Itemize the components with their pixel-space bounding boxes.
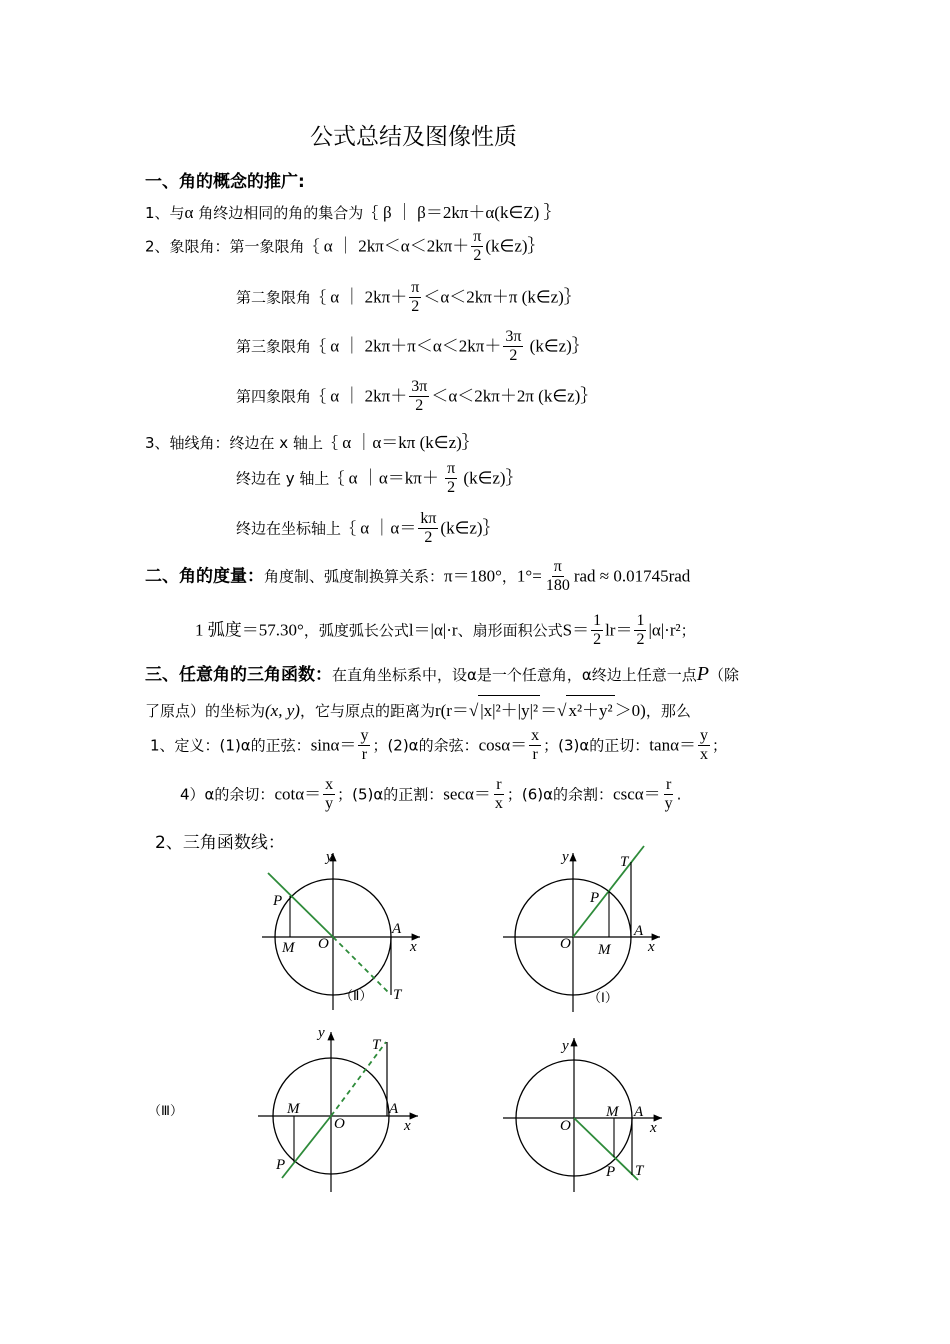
r-equals: ＝	[540, 701, 558, 720]
line-1-prefix: 1、与	[145, 204, 185, 222]
caption-ii: （Ⅱ）	[340, 988, 373, 1003]
r-radicand-1: |x|²＋|y|²	[478, 695, 540, 721]
label-p: P	[273, 893, 283, 909]
label-a: A	[392, 921, 402, 937]
diagram-quadrant-2	[262, 849, 420, 1010]
three-pi-over-2: $\frac{3\pi}{2}$	[505, 328, 522, 365]
label-p: P	[606, 1164, 616, 1180]
sin-formula: sinα＝	[310, 735, 357, 755]
one-degree: 1°=	[516, 566, 542, 586]
label-a: A	[389, 1101, 399, 1117]
section-2-heading: 二、角的度量：	[145, 566, 264, 587]
label-y: y	[318, 1025, 325, 1041]
label-o: O	[560, 1118, 571, 1134]
half: $\frac{1}{2}$	[593, 612, 602, 649]
sector-mid: lr＝	[605, 620, 633, 640]
label-p: P	[590, 890, 600, 906]
r-radicand-2: x²＋y²	[566, 695, 614, 721]
terminal-extension	[331, 1042, 386, 1116]
caption-iii: （Ⅲ）	[148, 1103, 183, 1118]
comma: ，	[501, 567, 517, 586]
intro-end-2: ，那么	[645, 702, 691, 720]
q2-right: ＜α＜2kπ＋π (k∈z)｝	[423, 287, 581, 307]
diagram-quadrant-1	[503, 846, 660, 1012]
label-a: A	[634, 923, 644, 939]
label-p: P	[276, 1157, 286, 1173]
diagram-quadrant-4	[503, 1038, 662, 1192]
semicolon: ；	[711, 736, 727, 755]
axis-xy-right: (k∈z)｝	[440, 518, 500, 538]
page-title: 公式总结及图像性质	[310, 124, 517, 150]
label-a: A	[634, 1104, 644, 1120]
approx-value: rad ≈ 0.01745rad	[573, 566, 691, 586]
label-m: M	[282, 940, 295, 956]
intro-text-2a: 了原点）的坐标为	[145, 702, 266, 720]
def-cot-label: 4）α的余切：	[180, 785, 275, 804]
one-radian: 1 弧度＝57.30°	[195, 620, 304, 640]
r-over-x: $\frac{r}{x}$	[494, 776, 503, 813]
label-o: O	[318, 936, 329, 952]
line-1-alpha: α	[184, 203, 194, 222]
tan-formula: tanα＝	[649, 735, 696, 755]
label-y: y	[562, 849, 569, 865]
terminal-extension	[333, 937, 390, 994]
def-cos-label: ；(2)α的余弦：	[372, 736, 479, 755]
diagram-quadrant-3	[258, 1025, 418, 1192]
axis-y-left: α ｜α＝kπ＋	[344, 468, 444, 488]
def-tan-label: ；(3)α的正切：	[543, 736, 650, 755]
section-3-heading: 三、任意角的三角函数：	[145, 665, 332, 685]
label-t: T	[635, 1163, 644, 1179]
sector-text: 、扇形面积公式	[457, 621, 563, 640]
line-1-text: 角终边相同的角的集合为｛	[193, 204, 384, 222]
def-sec-label: ；(5)α的正割：	[337, 785, 444, 804]
r-over-y: $\frac{r}{y}$	[664, 776, 673, 813]
pi-over-2: $\frac{\pi}{2}$	[473, 228, 482, 265]
pi-over-180: $\frac{\pi}{180}$	[545, 558, 570, 595]
line-1-math: β ｜ β＝2kπ＋α(k∈Z) ｝	[383, 203, 561, 222]
label-m: M	[606, 1104, 619, 1120]
intro-text-1: 在直角坐标系中，设α是一个任意角，α终边上任意一点	[332, 666, 697, 684]
axis-y-right: (k∈z)｝	[459, 468, 523, 488]
axis-intro: 3、轴线角：终边在 x 轴上｛	[145, 434, 338, 452]
label-y: y	[326, 849, 333, 865]
quadrant-intro: 2、象限角：第一象限角｛	[145, 237, 320, 256]
label-x: x	[650, 1120, 657, 1136]
label-m: M	[598, 942, 611, 958]
sector-s: S＝	[562, 620, 590, 640]
cos-formula: cosα＝	[478, 735, 528, 755]
label-t: T	[372, 1037, 381, 1053]
label-x: x	[648, 939, 655, 955]
q3-right: (k∈z)｝	[525, 336, 589, 356]
label-m: M	[287, 1101, 300, 1117]
section-1-heading: 一、角的概念的推广:	[145, 172, 305, 192]
axis-xy-left: α ｜α＝	[356, 518, 417, 538]
caption-i: （Ⅰ）	[588, 990, 618, 1005]
q4-right: ＜α＜2kπ＋2π (k∈z)｝	[431, 386, 598, 406]
q1-right: (k∈z)｝	[485, 236, 545, 256]
period: .	[676, 785, 682, 804]
label-o: O	[334, 1116, 345, 1132]
cot-formula: cotα＝	[274, 784, 322, 804]
sector-end: |α|·r²	[648, 620, 681, 640]
pi-over-2: $\frac{\pi}{2}$	[447, 460, 456, 497]
coordinates: (x, y)	[265, 701, 300, 720]
q2-label: 第二象限角｛	[236, 288, 327, 307]
x-over-y: $\frac{x}{y}$	[325, 776, 334, 813]
intro-end-1: （除	[709, 666, 740, 684]
axis-x-formula: α ｜α＝kπ (k∈z)｝	[337, 433, 479, 452]
label-t: T	[393, 987, 402, 1003]
trig-lines-heading: 2、三角函数线：	[155, 833, 285, 853]
pi-180: π＝180°	[444, 566, 502, 586]
q4-left: α ｜ 2kπ＋	[326, 386, 408, 406]
y-over-x: $\frac{y}{x}$	[699, 727, 708, 764]
sec-formula: secα＝	[443, 784, 491, 804]
three-pi-over-2: $\frac{3\pi}{2}$	[411, 378, 428, 415]
axis-xy-label: 终边在坐标轴上｛	[236, 519, 357, 538]
x-over-r: $\frac{x}{r}$	[531, 727, 540, 764]
q4-label: 第四象限角｛	[236, 387, 327, 406]
r-end: ＞0)	[614, 701, 646, 720]
q3-left: α ｜ 2kπ＋π＜α＜2kπ＋	[326, 336, 502, 356]
k-pi-over-2: $\frac{k\pi}{2}$	[420, 510, 437, 547]
intro-text-2b: ，它与原点的距离为	[299, 702, 435, 720]
label-x: x	[410, 939, 417, 955]
pi-over-2: $\frac{\pi}{2}$	[411, 279, 420, 316]
q2-left: α ｜ 2kπ＋	[326, 287, 408, 307]
y-over-r: $\frac{y}{r}$	[360, 727, 369, 764]
label-o: O	[560, 936, 571, 952]
arc-formula: l＝|α|·r	[408, 620, 458, 640]
csc-formula: cscα＝	[613, 784, 661, 804]
arc-text: ，弧度弧长公式	[303, 621, 409, 640]
half: $\frac{1}{2}$	[636, 612, 645, 649]
def-sin-label: 1、定义：(1)α的正弦：	[150, 736, 311, 755]
label-y: y	[562, 1038, 569, 1054]
def-csc-label: ；(6)α的余割：	[506, 785, 614, 804]
q1-left: α ｜ 2kπ＜α＜2kπ＋	[319, 236, 470, 256]
q3-label: 第三象限角｛	[236, 337, 327, 356]
r-formula-a: r(r＝	[434, 701, 469, 720]
label-t: T	[620, 854, 629, 870]
semicolon: ；	[680, 621, 696, 640]
axis-y-label: 终边在 y 轴上｛	[236, 469, 345, 488]
label-x: x	[404, 1118, 411, 1134]
trig-intro-2: 了原点）的坐标为(x, y)，它与原点的距离为r(r＝√ |x|²＋|y|² ＝√ x²＋y² ＞0)，那么	[145, 695, 691, 721]
point-p: P	[696, 663, 709, 685]
conversion-text: 角度制、弧度制换算关系：	[264, 567, 445, 586]
